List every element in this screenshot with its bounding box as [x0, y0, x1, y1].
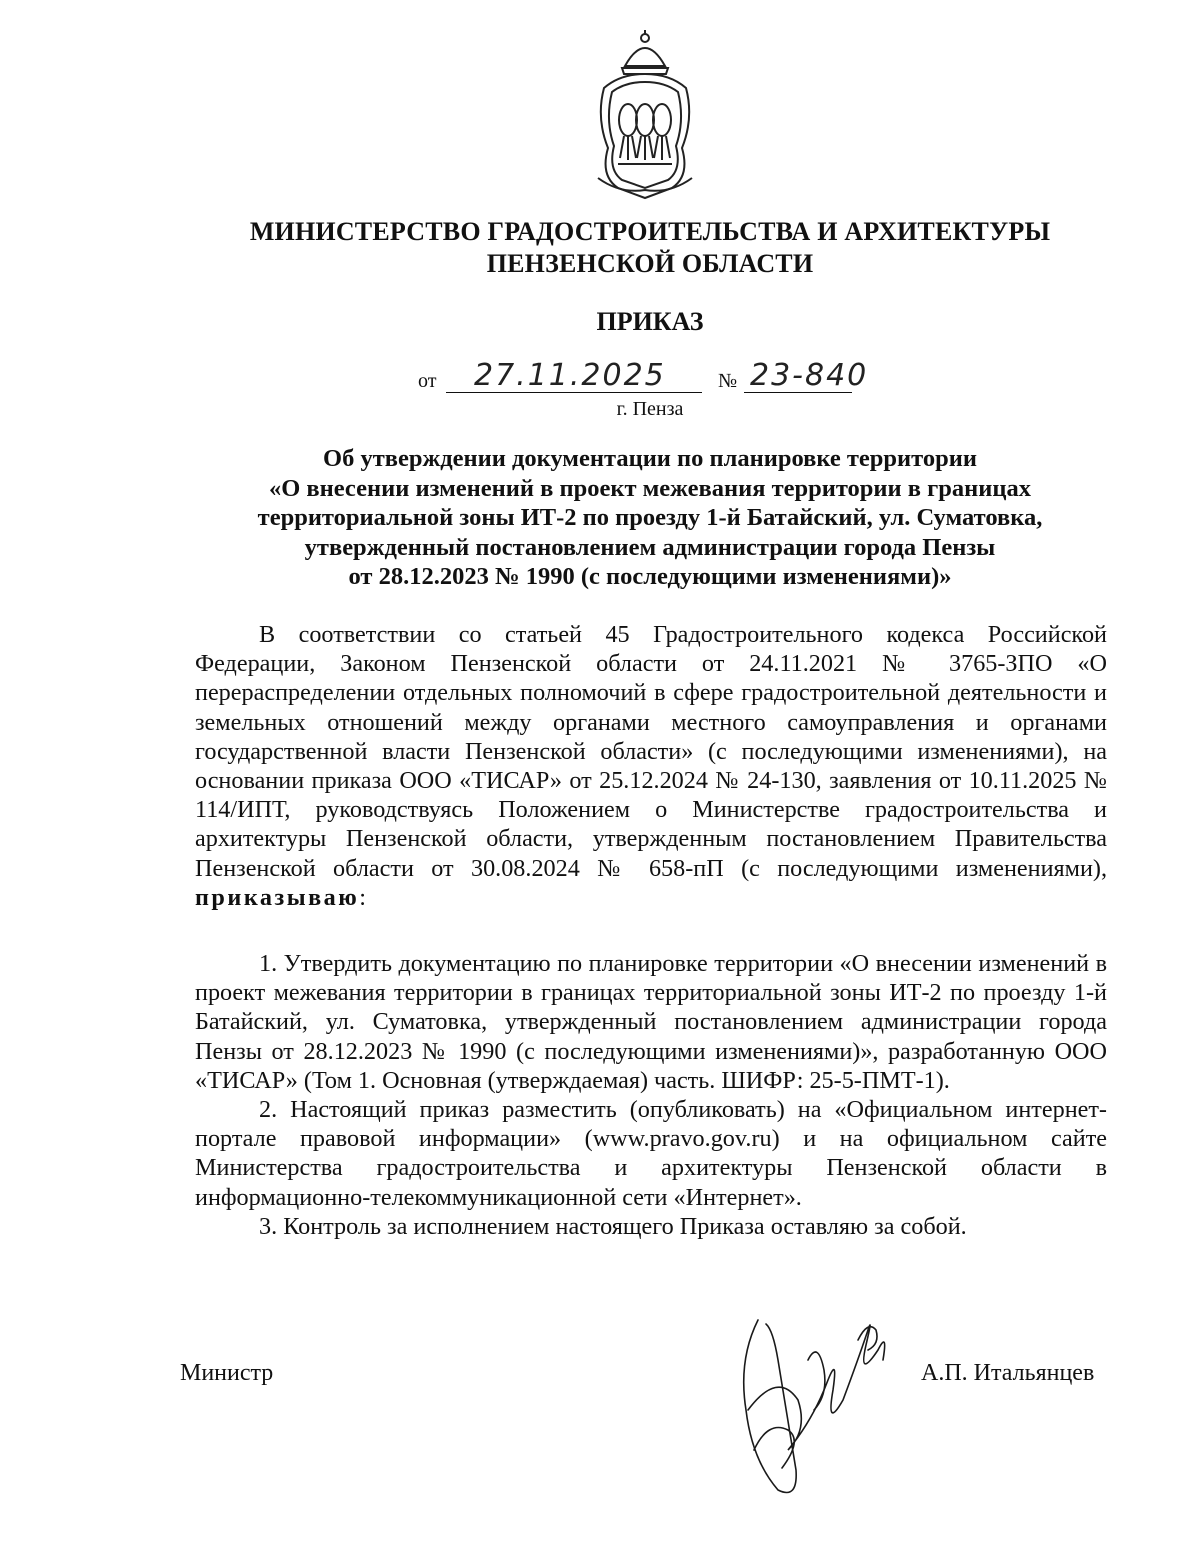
order-word: приказываю [195, 883, 360, 911]
city: г. Пенза [616, 398, 684, 420]
preamble-paragraph [195, 620, 1107, 912]
subject-line-1: Об утверждении документации по планировке территории [323, 445, 977, 472]
order-item-1: 1. Утвердить документацию по планировке территории «О внесении изменений в проект межевания территории в границах территориальной зоны ИТ-2 по проезду 1-й Батайский, ул. Суматовка, утвержденный постановлением администрации города Пензы от 28.12.2023 № 1990 (с последующими изменениями)», разработанную ООО «ТИСАР» (Том 1. Основная (утверждаемая) часть. ШИФР: 25-5-ПМТ-1). [195, 950, 1107, 1094]
coat-of-arms-icon [590, 28, 700, 200]
ministry-name [150, 216, 1150, 280]
document-type: ПРИКАЗ [596, 307, 704, 336]
date-prefix: от [418, 370, 437, 392]
order-items [195, 949, 1107, 1241]
signer-role: Министр [180, 1360, 274, 1386]
subject-line-3: территориальной зоны ИТ-2 по проезду 1-й Батайский, ул. Суматовка, [257, 504, 1043, 531]
handwritten-number: 23-840 [750, 358, 869, 393]
document-subject [150, 444, 1150, 592]
order-item-3: 3. Контроль за исполнением настоящего Приказа оставляю за собой. [259, 1212, 967, 1240]
subject-line-2: «О внесении изменений в проект межевания территории в границах [268, 474, 1031, 502]
number-prefix: № [718, 370, 738, 392]
signer-name: А.П. Итальянцев [921, 1360, 1095, 1386]
preamble [195, 620, 1107, 912]
subject-line-5: от 28.12.2023 № 1990 (с последующими изменениями)» [348, 563, 952, 590]
ministry-line-2: ПЕНЗЕНСКОЙ ОБЛАСТИ [486, 249, 814, 278]
handwritten-date: 27.11.2025 [474, 358, 666, 393]
order-item-2: 2. Настоящий приказ разместить (опубликовать) на «Официальном интернет-портале правовой информации» (www.pravo.gov.ru) и на официальном сайте Министерства градостроительства и архитектуры Пензенской области в информационно-телекоммуникационной сети «Интернет». [195, 1096, 1107, 1211]
subject-line-4: утвержденный постановлением администрации города Пензы [304, 533, 996, 561]
handwritten-signature [718, 1300, 918, 1500]
preamble-text: В соответствии со статьей 45 Градостроительного кодекса Российской Федерации, Законом Пензенской области от 24.11.2021 № 3765-ЗПО «О перераспределении отдельных полномочий в сфере градостроительной деятельности и земельных отношений между органами местного самоуправления и органами государственной власти Пензенской области» (с последующими изменениями), на основании приказа ООО «ТИСАР» от 25.12.2024 № 24-130, заявления от 10.11.2025 № 114/ИПТ, руководствуясь Положением о Министерстве градостроительства и архитектуры Пензенской области, утвержденным постановлением Правительства Пензенской области от 30.08.2024 № 658-пП (с последующими изменениями), [195, 621, 1107, 882]
date-number-line [418, 360, 878, 394]
order-colon: : [359, 883, 366, 911]
ministry-line-1: МИНИСТЕРСТВО ГРАДОСТРОИТЕЛЬСТВА И АРХИТЕКТУРЫ [249, 217, 1051, 246]
